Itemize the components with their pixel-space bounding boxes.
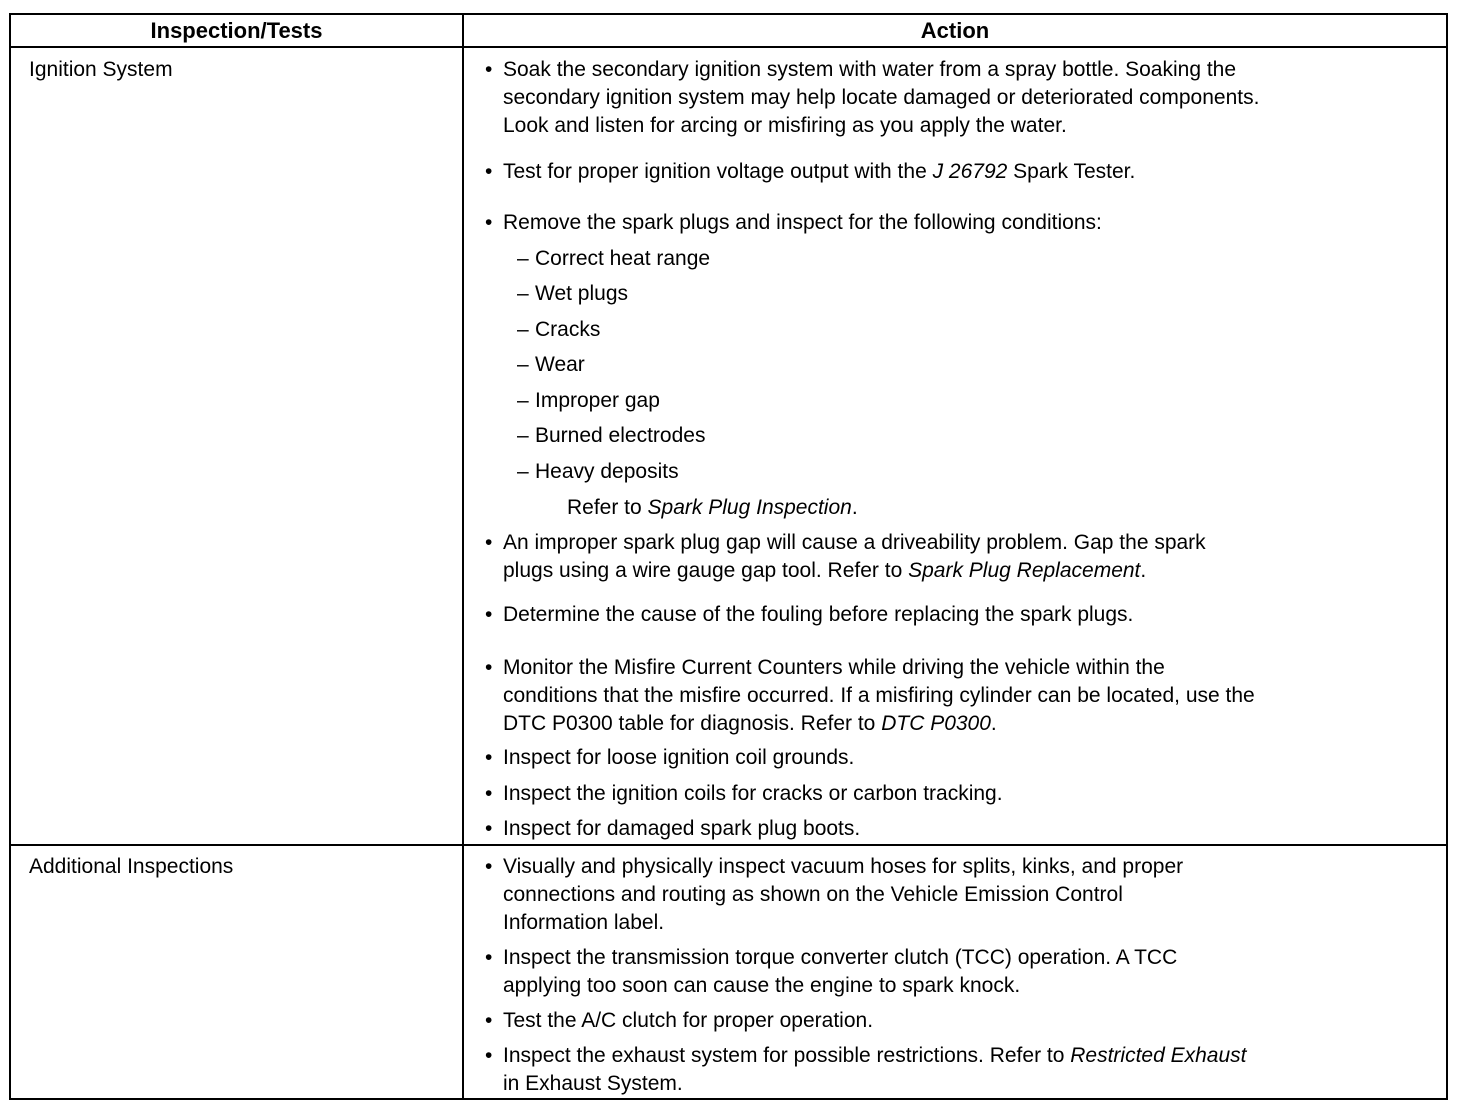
bullet-vacuum-hoses: • Visually and physically inspect vacuum hoses for splits, kinks, and proper connections and routing as shown on the Vehicle Emission Control Information label. [503,853,1183,937]
bullet-misfire-counters: • Monitor the Misfire Current Counters while driving the vehicle within the conditions that the misfire occurred. If a misfiring cylinder can be located, use the DTC P0300 table for diagnosis. Refer to DTC P0300. [503,654,1255,738]
condition-item: – Cracks [535,316,600,344]
bullet-tcc-operation: • Inspect the transmission torque converter clutch (TCC) operation. A TCC applying too soon can cause the engine to spark knock. [503,944,1177,1000]
header-inspection-tests: Inspection/Tests [150,18,323,43]
row-label-ignition-system: Ignition System [29,58,173,81]
bullet-plug-boots: • Inspect for damaged spark plug boots. [503,815,860,843]
row-label-additional-inspections: Additional Inspections [29,855,234,878]
condition-item: – Improper gap [535,387,660,415]
bullet-exhaust-system: • Inspect the exhaust system for possible restrictions. Refer to Restricted Exhaust in Exhaust System. [503,1042,1247,1098]
refer-spark-plug-inspection: Refer to Spark Plug Inspection. [567,496,858,519]
bullet-soak: • Soak the secondary ignition system with water from a spray bottle. Soaking the secondary ignition system may help locate damaged or deteriorated components. Look and listen for arcing or misfiring as you apply the water. [503,56,1259,140]
bullet-plug-gap: • An improper spark plug gap will cause a driveability problem. Gap the spark plugs using a wire gauge gap tool. Refer to Spark Plug Replacement. [503,529,1206,585]
row-divider [11,844,1446,846]
bullet-coil-grounds: • Inspect for loose ignition coil grounds. [503,744,854,772]
condition-item: – Correct heat range [535,245,710,273]
bullet-ac-clutch: • Test the A/C clutch for proper operation. [503,1007,873,1035]
bullet-fouling-cause: • Determine the cause of the fouling before replacing the spark plugs. [503,601,1133,629]
bullet-remove-plugs: • Remove the spark plugs and inspect for the following conditions: [503,209,1102,237]
condition-item: – Wear [535,351,585,379]
header-action: Action [920,18,990,43]
column-divider [462,15,464,1098]
bullet-spark-tester: • Test for proper ignition voltage output with the J 26792 Spark Tester. [503,158,1135,186]
condition-item: – Heavy deposits [535,458,679,486]
condition-item: – Burned electrodes [535,422,705,450]
condition-item: – Wet plugs [535,280,628,308]
inspection-table [9,13,1448,1100]
bullet-coil-cracks: • Inspect the ignition coils for cracks or carbon tracking. [503,780,1003,808]
header-divider [11,46,1446,48]
